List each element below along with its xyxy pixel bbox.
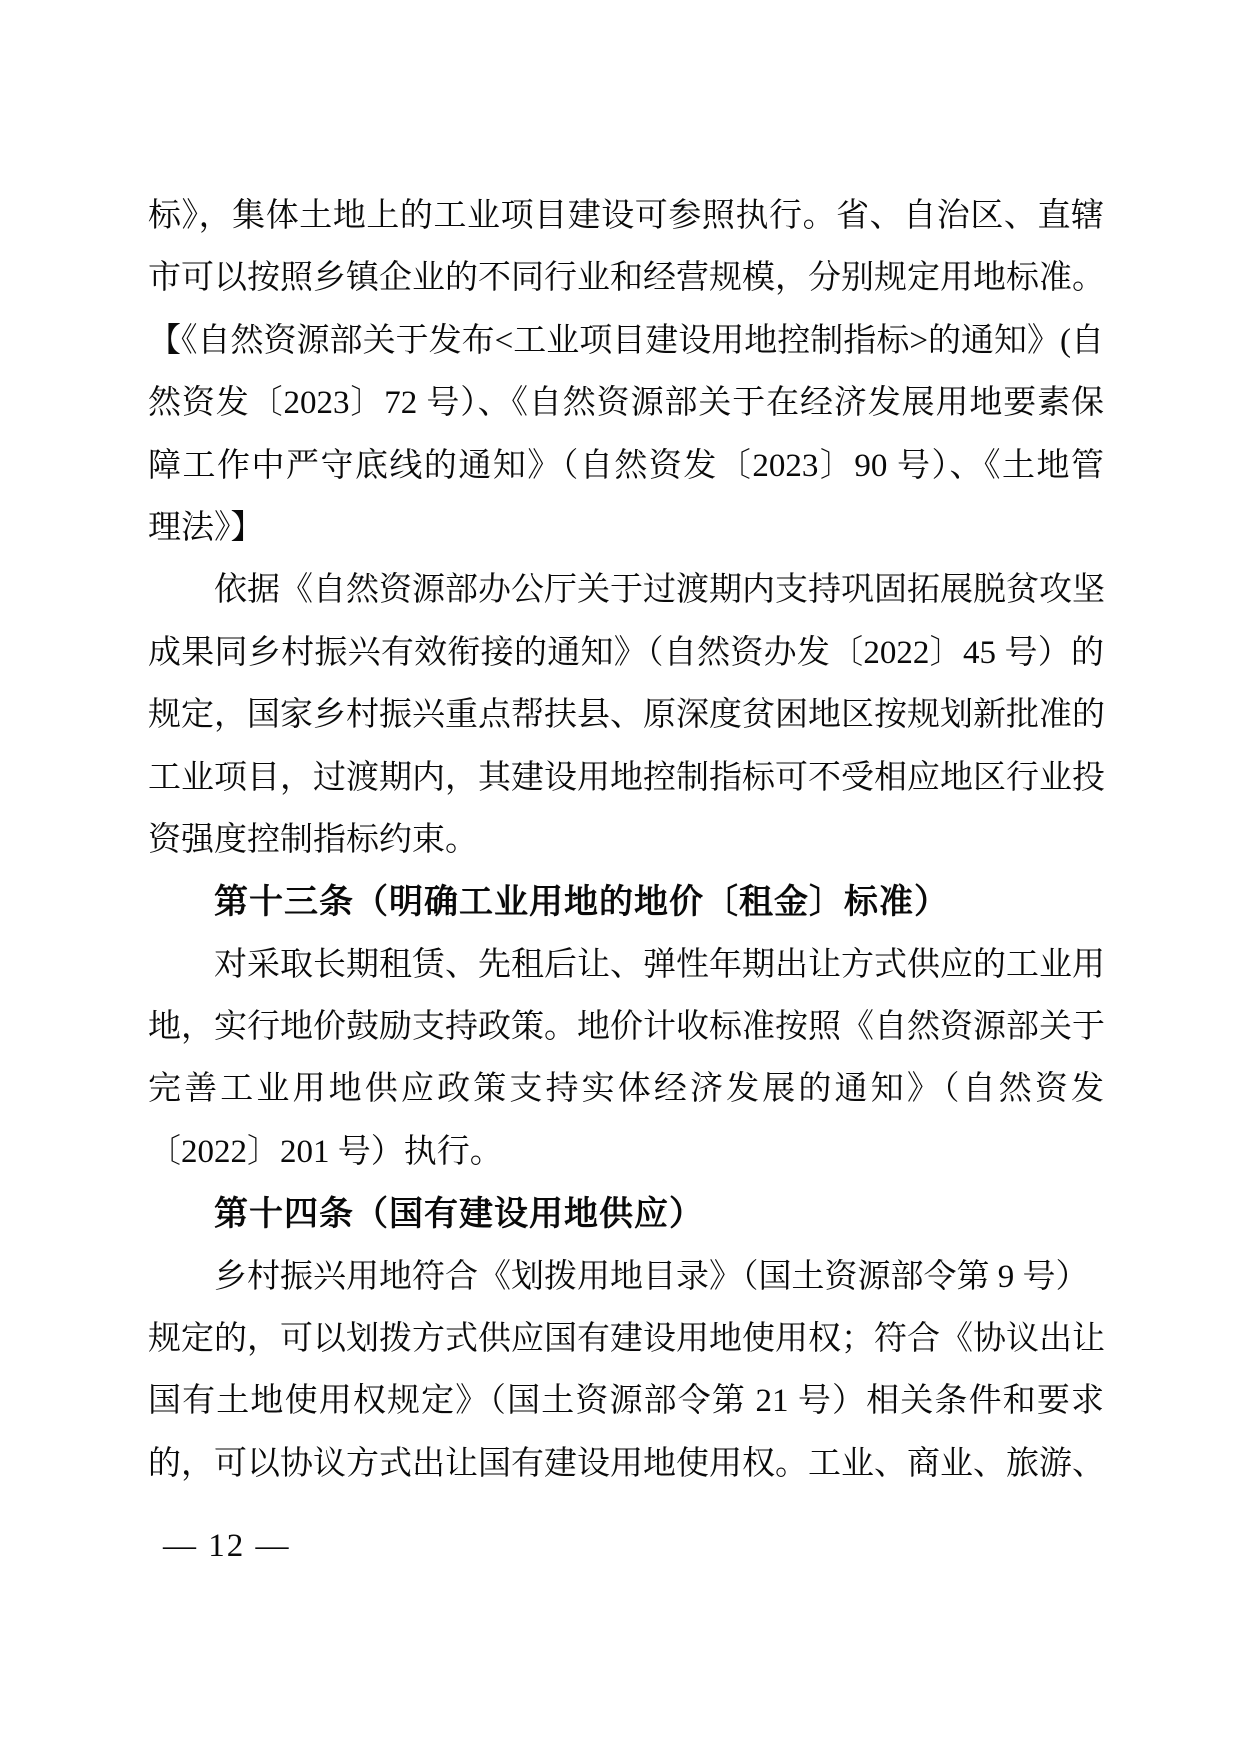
- paragraph: [148, 559, 1104, 871]
- paragraph: [148, 185, 1104, 559]
- document-line: 国有土地使用权规定》（国土资源部令第 21 号）相关条件和要求: [148, 1383, 1104, 1420]
- document-line: 标》，集体土地上的工业项目建设可参照执行。省、自治区、直辖: [148, 198, 1104, 234]
- paragraph: [148, 1246, 1104, 1496]
- document-line: 然资发〔2023〕72 号）、《自然资源部关于在经济发展用地要素保: [148, 385, 1104, 422]
- document-content: [148, 185, 1104, 1495]
- heading-line: 第十四条（国有建设用地供应）: [214, 1195, 704, 1234]
- paragraph: [148, 934, 1104, 1184]
- document-line: 障工作中严守底线的通知》（自然资发〔2023〕90 号）、《土地管: [148, 447, 1104, 484]
- document-line: 工业项目，过渡期内，其建设用地控制指标可不受相应地区行业投: [148, 759, 1105, 796]
- article-14-heading: [148, 1183, 1104, 1245]
- document-line: 理法》】: [148, 509, 264, 546]
- document-line: 规定的，可以划拨方式供应国有建设用地使用权；符合《协议出让: [148, 1321, 1105, 1358]
- document-line: 完善工业用地供应政策支持实体经济发展的通知》（自然资发: [148, 1071, 1104, 1108]
- page-number: — 12 —: [163, 1528, 291, 1564]
- document-line: 地，实行地价鼓励支持政策。地价计收标准按照《自然资源部关于: [148, 1009, 1105, 1046]
- document-line: 〔2022〕201 号）执行。: [148, 1133, 503, 1170]
- document-line: 乡村振兴用地符合《划拨用地目录》（国土资源部令第 9 号）: [214, 1258, 1089, 1295]
- document-line: 【《自然资源部关于发布<工业项目建设用地控制指标>的通知》(自: [148, 322, 1104, 359]
- document-line: 的，可以协议方式出让国有建设用地使用权。工业、商业、旅游、: [148, 1445, 1105, 1482]
- document-line: 规定，国家乡村振兴重点帮扶县、原深度贫困地区按规划新批准的: [148, 697, 1105, 734]
- document-line: 成果同乡村振兴有效衔接的通知》（自然资办发〔2022〕45 号）的: [148, 634, 1104, 671]
- article-13-heading: [148, 871, 1104, 933]
- document-line: 资强度控制指标约束。: [148, 821, 478, 858]
- document-line: 对采取长期租赁、先租后让、弹性年期出让方式供应的工业用: [214, 946, 1105, 983]
- document-line: 市可以按照乡镇企业的不同行业和经营规模，分别规定用地标准。: [148, 260, 1105, 297]
- heading-line: 第十三条（明确工业用地的地价〔租金〕标准）: [214, 883, 949, 922]
- document-line: 依据《自然资源部办公厅关于过渡期内支持巩固拓展脱贫攻坚: [214, 572, 1105, 609]
- page-footer: [163, 1524, 291, 1568]
